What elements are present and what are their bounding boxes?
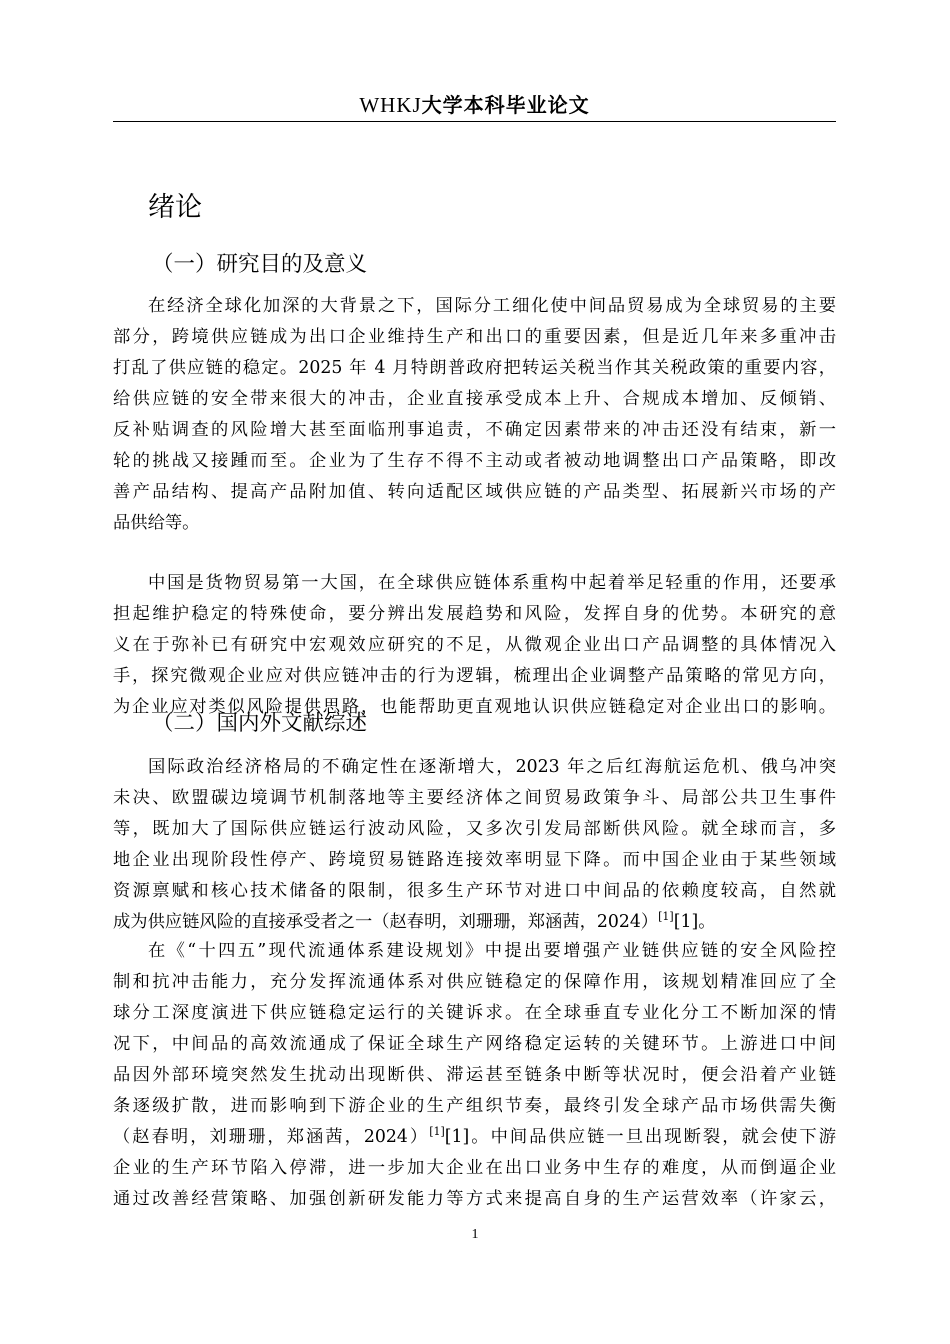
citation-superscript: [1]: [429, 1125, 445, 1138]
text-line: 通过改善经营策略、加强创新研发能力等方式来提高自身的生产运营效率（许家云，: [113, 1189, 836, 1209]
paragraph-review-1: [113, 752, 836, 938]
text-line-with-citation: [113, 1122, 836, 1153]
text-line: 中国是货物贸易第一大国，在全球供应链体系重构中起着举足轻重的作用，还要承: [148, 573, 836, 593]
paragraph-purpose-1: [113, 291, 836, 539]
text-line: 担起维护稳定的特殊使命，要分辨出发展趋势和风险，发挥自身的优势。本研究的意: [113, 604, 836, 624]
text-line: 条逐级扩散，进而影响到下游企业的生产组织节奏，最终引发全球产品市场供需失衡: [113, 1096, 836, 1116]
text-line: 地企业出现阶段性停产、跨境贸易链路连接效率明显下降。而中国企业由于某些领域: [113, 850, 836, 870]
text-line: 国际政治经济格局的不确定性在逐渐增大，2023 年之后红海航运危机、俄乌冲突: [148, 757, 836, 777]
text-line: 资源禀赋和核心技术储备的限制，很多生产环节对进口中间品的依赖度较高，自然就: [113, 881, 836, 901]
text-line: 反补贴调查的风险增大甚至面临刑事追责，不确定因素带来的冲击还没有结束，新一: [113, 420, 836, 440]
text-line-with-citation: [113, 907, 836, 938]
text-line: 企业的生产环节陷入停滞，进一步加大企业在出口业务中生存的难度，从而倒逼企业: [113, 1158, 836, 1178]
text-line: 部分，跨境供应链成为出口企业维持生产和出口的重要因素，但是近几年来多重冲击: [113, 327, 836, 347]
text-line: 善产品结构、提高产品附加值、转向适配区域供应链的产品类型、拓展新兴市场的产: [113, 482, 836, 502]
text-line: 球分工深度演进下供应链稳定运行的关键诉求。在全球垂直专业化分工不断加深的情: [113, 1003, 836, 1023]
text-line: 品因外部环境突然发生扰动出现断供、滞运甚至链条中断等状况时，便会沿着产业链: [113, 1065, 836, 1085]
text-line: 在《“十四五”现代流通体系建设规划》中提出要增强产业链供应链的安全风险控: [148, 941, 836, 961]
sentence-end: 。: [698, 912, 716, 932]
text-line: 制和抗冲击能力，充分发挥流通体系对供应链稳定的保障作用，该规划精准回应了全: [113, 972, 836, 992]
header-latin-title: WHKJ: [359, 93, 422, 117]
citation-superscript: [1]: [658, 910, 674, 923]
chapter-title: 绪论: [148, 192, 202, 223]
text-line: 给供应链的安全带来很大的冲击，企业直接承受成本上升、合规成本增加、反倾销、: [113, 389, 836, 409]
text-line: 义在于弥补已有研究中宏观效应研究的不足，从微观企业出口产品调整的具体情况入: [113, 635, 836, 655]
paragraph-purpose-2: [113, 568, 836, 723]
text-line: 等，既加大了国际供应链运行波动风险，又多次引发局部断供风险。就全球而言，多: [113, 819, 836, 839]
citation-bracket: [1]: [673, 912, 699, 932]
citation-text: 成为供应链风险的直接承受者之一（赵春明，刘珊珊，郑涵茜，2024）: [113, 912, 659, 932]
section-heading-literature-review: （二）国内外文献综述: [152, 711, 368, 736]
text-line: 打乱了供应链的稳定。2025 年 4 月特朗普政府把转运关税当作其关税政策的重要内容，: [113, 358, 836, 378]
section-heading-purpose: （一）研究目的及意义: [152, 252, 368, 277]
running-header: [113, 92, 836, 118]
citation-continuation: 。中间品供应链一旦出现断裂，就会使下游: [469, 1127, 836, 1147]
page-number: 1: [471, 1227, 479, 1242]
citation-text: （赵春明，刘珊珊，郑涵茜，2024）: [113, 1127, 430, 1147]
text-line: 轮的挑战又接踵而至。企业为了生存不得不主动或者被动地调整出口产品策略，即改: [113, 451, 836, 471]
citation-bracket: [1]: [444, 1127, 470, 1147]
header-cjk-title: 大学本科毕业论文: [421, 93, 590, 117]
text-line: 况下，中间品的高效流通成了保证全球生产网络稳定运转的关键环节。上游进口中间: [113, 1034, 836, 1054]
text-line: 品供给等。: [113, 513, 200, 533]
header-rule: [113, 121, 836, 122]
paragraph-review-2: [113, 936, 836, 1215]
text-line: 手，探究微观企业应对供应链冲击的行为逻辑，梳理出企业调整产品策略的常见方向，: [113, 666, 836, 686]
text-line: 在经济全球化加深的大背景之下，国际分工细化使中间品贸易成为全球贸易的主要: [148, 296, 836, 316]
text-line: 未决、欧盟碳边境调节机制落地等主要经济体之间贸易政策争斗、局部公共卫生事件: [113, 788, 836, 808]
text-line: 为企业应对类似风险提供思路，也能帮助更直观地认识供应链稳定对企业出口的影响。: [113, 697, 836, 717]
